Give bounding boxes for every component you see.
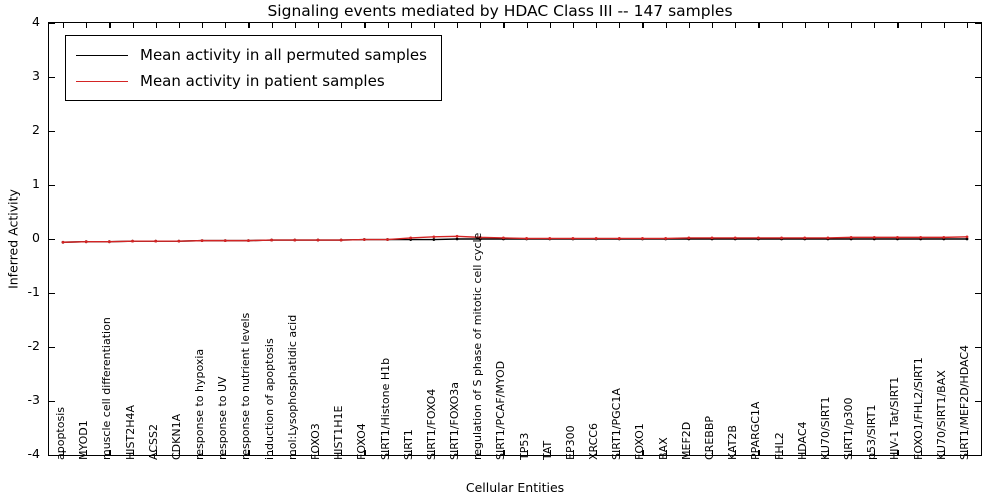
x-tick-label: XRCC6: [587, 423, 601, 460]
x-tick-label: HDAC4: [795, 421, 809, 460]
y-tick-label: 3: [32, 68, 40, 83]
x-tick-label: TAT: [540, 440, 554, 460]
x-tick-label: SIRT1/p300: [842, 397, 856, 460]
legend-label-permuted: Mean activity in all permuted samples: [140, 46, 427, 64]
x-tick-label: CREBBP: [703, 416, 717, 460]
x-tick-label: apoptosis: [54, 407, 67, 460]
y-tick-label: 4: [32, 14, 40, 29]
x-tick-label: CDKN1A: [169, 413, 183, 460]
y-axis-label: Inferred Activity: [5, 189, 21, 289]
x-tick-label: SIRT1/Histone H1b: [378, 357, 392, 460]
x-tick-label: response to UV: [216, 376, 230, 460]
x-tick-label: SIRT1/PCAF/MYOD: [494, 360, 508, 460]
y-tick-label: -2: [27, 338, 40, 353]
y-tick-label: -3: [27, 392, 40, 407]
y-tick-label: -4: [27, 446, 40, 461]
x-tick-label: FOXO1/FHL2/SIRT1: [911, 357, 925, 460]
y-tick-label: 2: [32, 122, 40, 137]
x-tick-label: FHL2: [772, 432, 786, 460]
x-tick-label: KU70/SIRT1/BAX: [934, 370, 948, 460]
x-tick-label: EP300: [563, 425, 577, 460]
x-tick-label: HIST1H1E: [332, 405, 346, 460]
x-tick-label: p53/SIRT1: [865, 404, 879, 460]
legend-label-patient: Mean activity in patient samples: [140, 72, 385, 90]
x-tick-label: induction of apoptosis: [262, 338, 276, 460]
x-tick-label: BAX: [656, 437, 670, 460]
x-tick-label: SIRT1: [401, 429, 415, 460]
x-tick-label: response to nutrient levels: [239, 312, 253, 460]
x-tick-label: FOXO3: [308, 423, 322, 460]
y-tick-label: 0: [32, 230, 40, 245]
x-tick-label: TP53: [517, 432, 531, 460]
x-tick-label: MEF2D: [679, 421, 693, 460]
legend-item-patient: [76, 68, 427, 94]
x-tick-label: muscle cell differentiation: [100, 317, 114, 460]
x-tick-label: HIV-1 Tat/SIRT1: [888, 376, 902, 460]
x-axis-label: Cellular Entities: [465, 480, 565, 495]
chart-title: Signaling events mediated by HDAC Class III -- 147 samples: [267, 2, 733, 20]
legend: [65, 35, 442, 101]
x-tick-label: regulation of S phase of mitotic cell cycle: [471, 232, 485, 460]
legend-item-permuted: [76, 42, 427, 68]
plot-area: [5, 14, 982, 461]
x-tick-label: ACSS2: [146, 424, 160, 460]
y-tick-label: 1: [32, 176, 40, 191]
x-tick-label: MYOD1: [77, 420, 91, 460]
x-tick-label: response to hypoxia: [193, 348, 207, 460]
x-tick-label: HIST2H4A: [123, 404, 137, 460]
y-tick-label: -1: [27, 284, 40, 299]
x-tick-label: KU70/SIRT1: [818, 396, 832, 460]
x-tick-label: SIRT1/FOXO3a: [448, 381, 462, 460]
x-tick-label: KAT2B: [726, 425, 740, 460]
x-tick-label: FOXO1: [633, 423, 647, 460]
x-tick-label: SIRT1/MEF2D/HDAC4: [958, 345, 971, 460]
legend-line-patient: [76, 81, 128, 82]
x-tick-label: mol:Lysophosphatidic acid: [285, 314, 299, 460]
x-tick-label: SIRT1/FOXO4: [424, 388, 438, 460]
legend-line-permuted: [76, 55, 128, 56]
x-tick-label: PPARGC1A: [749, 401, 763, 460]
x-tick-label: SIRT1/PGC1A: [610, 388, 624, 460]
x-tick-label: FOXO4: [355, 423, 369, 460]
